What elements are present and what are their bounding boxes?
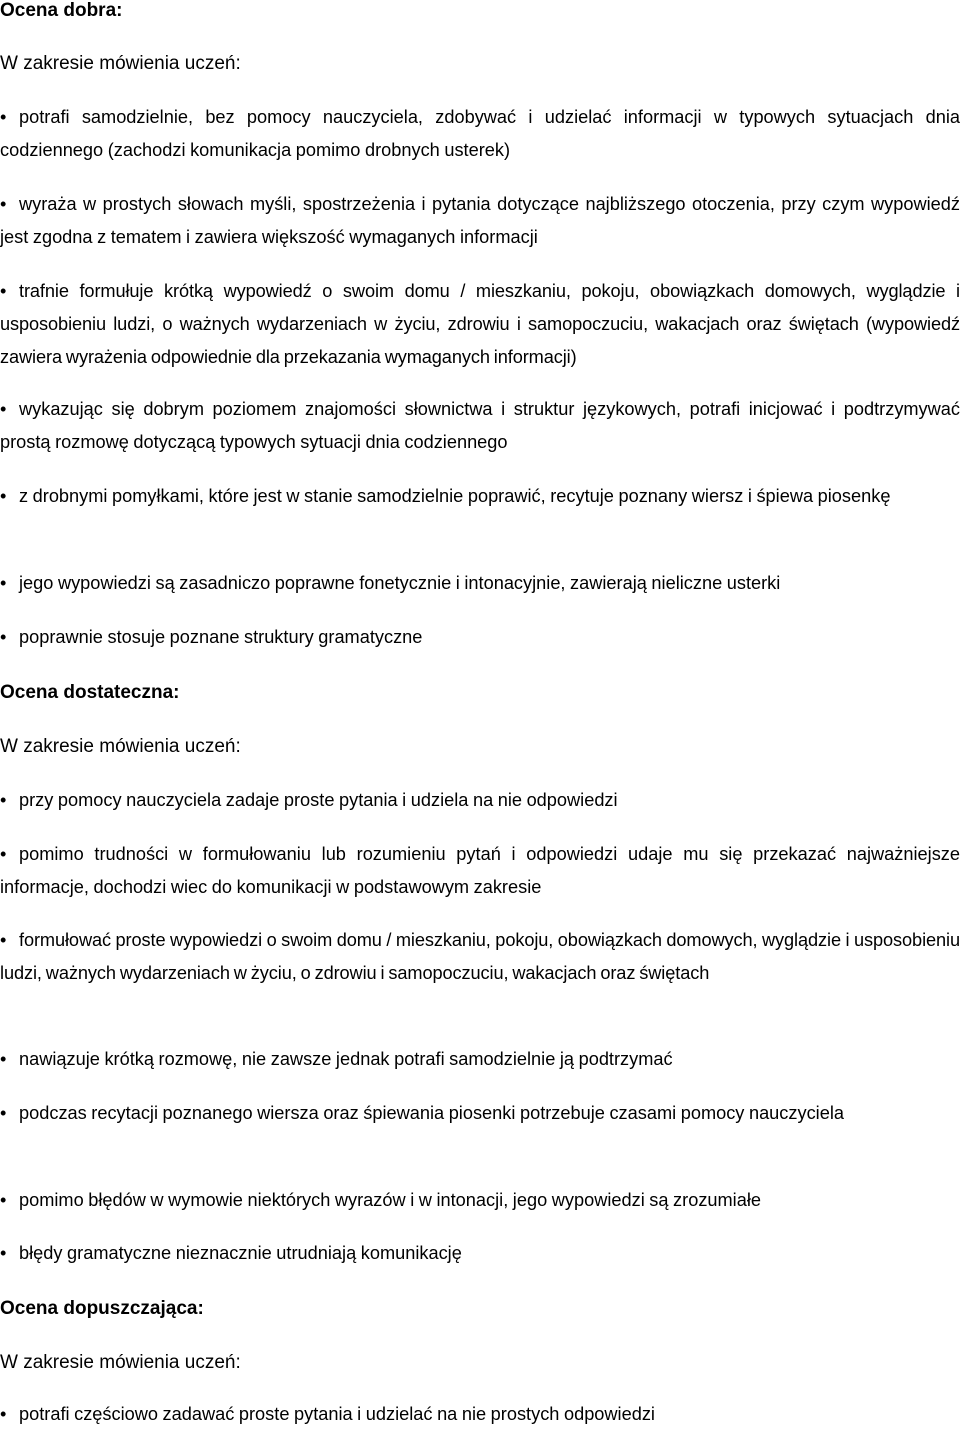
bullet-icon: • (0, 627, 7, 647)
section-intro: W zakresie mówienia uczeń: (0, 736, 241, 757)
list-item (0, 924, 960, 990)
list-item (0, 480, 960, 513)
list-item-text: podczas recytacji poznanego wiersza oraz śpiewania piosenki potrzebuje czasami pomocy nauczyciela (19, 1103, 844, 1123)
list-item-text: formułować proste wypowiedzi o swoim domu / mieszkaniu, pokoju, obowiązkach domowych, wyglądzie i usposobieniu ludzi, ważnych wydarzeniach w życiu, o zdrowiu i samopoczuciu, wakacjach oraz świętach (0, 930, 960, 983)
list-item-text: nawiązuje krótką rozmowę, nie zawsze jednak potrafi samodzielnie ją podtrzymać (19, 1049, 673, 1069)
section-intro: W zakresie mówienia uczeń: (0, 53, 241, 74)
bullet-icon: • (0, 194, 7, 214)
list-item (0, 1184, 960, 1217)
bullet-icon: • (0, 1049, 7, 1069)
list-item (0, 621, 960, 654)
list-item-text: pomimo trudności w formułowaniu lub rozumieniu pytań i odpowiedzi udaje mu się przekazać najważniejsze informacje, dochodzi wiec do komunikacji w podstawowym zakresie (0, 844, 960, 897)
list-item-text: wyraża w prostych słowach myśli, spostrzeżenia i pytania dotyczące najbliższego otoczenia, przy czym wypowiedź jest zgodna z tematem i zawiera większość wymaganych informacji (0, 194, 960, 247)
list-item-text: błędy gramatyczne nieznacznie utrudniają komunikację (19, 1243, 462, 1263)
section-intro: W zakresie mówienia uczeń: (0, 1352, 241, 1373)
list-item (0, 567, 960, 600)
list-item (0, 1398, 960, 1431)
list-item (0, 1097, 960, 1130)
bullet-icon: • (0, 107, 7, 127)
bullet-icon: • (0, 486, 7, 506)
bullet-icon: • (0, 844, 7, 864)
bullet-icon: • (0, 1404, 7, 1424)
section-heading-dostateczna: Ocena dostateczna: (0, 682, 180, 703)
list-item (0, 1043, 960, 1076)
bullet-icon: • (0, 1190, 7, 1210)
list-item-text: wykazując się dobrym poziomem znajomości słownictwa i struktur językowych, potrafi inicjować i podtrzymywać prostą rozmowę dotyczącą typowych sytuacji dnia codziennego (0, 399, 960, 452)
bullet-icon: • (0, 790, 7, 810)
list-item (0, 393, 960, 459)
list-item-text: z drobnymi pomyłkami, które jest w stanie samodzielnie poprawić, recytuje poznany wiersz i śpiewa piosenkę (19, 486, 891, 506)
bullet-icon: • (0, 1243, 7, 1263)
list-item (0, 784, 960, 817)
list-item (0, 1237, 960, 1270)
section-heading-dobra: Ocena dobra: (0, 0, 123, 21)
list-item-text: potrafi częściowo zadawać proste pytania i udzielać na nie prostych odpowiedzi (19, 1404, 655, 1424)
bullet-icon: • (0, 281, 7, 301)
bullet-icon: • (0, 399, 7, 419)
bullet-icon: • (0, 930, 7, 950)
bullet-icon: • (0, 573, 7, 593)
list-item (0, 188, 960, 254)
list-item (0, 275, 960, 374)
list-item-text: potrafi samodzielnie, bez pomocy nauczyciela, zdobywać i udzielać informacji w typowych sytuacjach dnia codziennego (zachodzi komunikacja pomimo drobnych usterek) (0, 107, 960, 160)
list-item-text: jego wypowiedzi są zasadniczo poprawne fonetycznie i intonacyjnie, zawierają nieliczne usterki (19, 573, 781, 593)
list-item-text: trafnie formułuje krótką wypowiedź o swoim domu / mieszkaniu, pokoju, obowiązkach domowych, wyglądzie i usposobieniu ludzi, o ważnych wydarzeniach w życiu, zdrowiu i samopoczuciu, wakacjach oraz świętach (wypowiedź zawiera wyrażenia odpowiednie dla przekazania wymaganych informacji) (0, 281, 960, 367)
list-item-text: poprawnie stosuje poznane struktury gramatyczne (19, 627, 423, 647)
list-item (0, 101, 960, 167)
list-item (0, 838, 960, 904)
list-item-text: pomimo błędów w wymowie niektórych wyrazów i w intonacji, jego wypowiedzi są zrozumiałe (19, 1190, 761, 1210)
list-item-text: przy pomocy nauczyciela zadaje proste pytania i udziela na nie odpowiedzi (19, 790, 618, 810)
section-heading-dopuszczajaca: Ocena dopuszczająca: (0, 1298, 204, 1319)
bullet-icon: • (0, 1103, 7, 1123)
